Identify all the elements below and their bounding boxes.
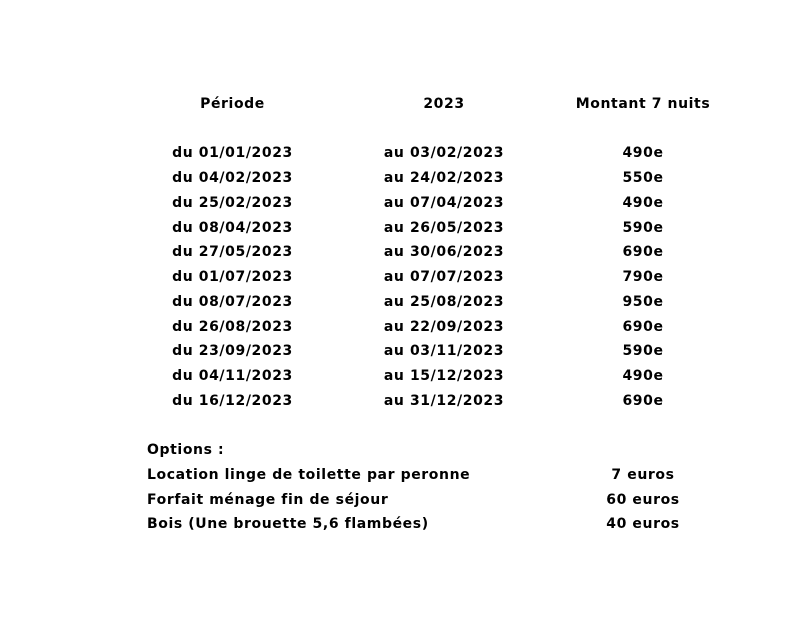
row-end-date: au 22/09/2023: [383, 319, 505, 335]
option-price: 40 euros: [606, 516, 680, 532]
row-start-date: du 04/11/2023: [172, 368, 293, 384]
row-amount: 590e: [622, 220, 664, 236]
row-amount: 590e: [622, 343, 664, 359]
option-price: 60 euros: [606, 492, 680, 508]
row-amount: 690e: [622, 393, 664, 409]
row-start-date: du 08/07/2023: [172, 294, 293, 310]
row-end-date: au 26/05/2023: [383, 220, 505, 236]
row-amount: 690e: [622, 319, 664, 335]
option-price: 7 euros: [611, 467, 675, 483]
row-start-date: du 27/05/2023: [172, 244, 293, 260]
row-end-date: au 30/06/2023: [383, 244, 505, 260]
row-amount: 550e: [622, 170, 664, 186]
option-label: Bois (Une brouette 5,6 flambées): [147, 516, 429, 532]
row-end-date: au 07/07/2023: [383, 269, 505, 285]
row-end-date: au 24/02/2023: [383, 170, 505, 186]
row-amount: 790e: [622, 269, 664, 285]
row-end-date: au 03/02/2023: [383, 145, 505, 161]
row-amount: 490e: [622, 195, 664, 211]
row-start-date: du 01/07/2023: [172, 269, 293, 285]
row-start-date: du 08/04/2023: [172, 220, 293, 236]
row-start-date: du 16/12/2023: [172, 393, 293, 409]
header-amount: Montant 7 nuits: [575, 96, 711, 112]
row-start-date: du 01/01/2023: [172, 145, 293, 161]
row-end-date: au 25/08/2023: [383, 294, 505, 310]
options-title: Options :: [147, 442, 225, 458]
row-start-date: du 25/02/2023: [172, 195, 293, 211]
option-label: Location linge de toilette par peronne: [147, 467, 471, 483]
row-end-date: au 03/11/2023: [383, 343, 505, 359]
row-amount: 490e: [622, 145, 664, 161]
row-start-date: du 26/08/2023: [172, 319, 293, 335]
row-end-date: au 07/04/2023: [383, 195, 505, 211]
row-amount: 490e: [622, 368, 664, 384]
header-year: 2023: [423, 96, 465, 112]
row-start-date: du 23/09/2023: [172, 343, 293, 359]
option-label: Forfait ménage fin de séjour: [147, 492, 389, 508]
row-end-date: au 15/12/2023: [383, 368, 505, 384]
row-amount: 950e: [622, 294, 664, 310]
row-end-date: au 31/12/2023: [383, 393, 505, 409]
header-periode: Période: [200, 96, 265, 112]
row-amount: 690e: [622, 244, 664, 260]
row-start-date: du 04/02/2023: [172, 170, 293, 186]
